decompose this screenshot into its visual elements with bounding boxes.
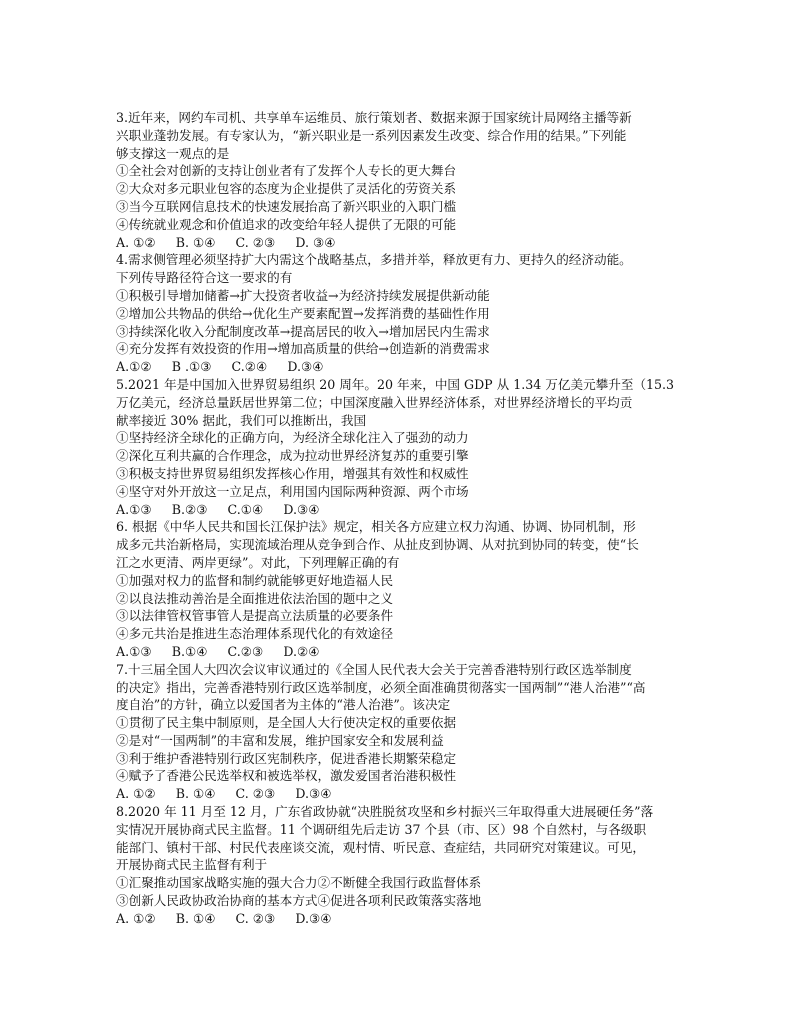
question-item: ①全社会对创新的支持让创业者有了发挥个人专长的更大舞台 — [116, 163, 457, 179]
question-item: ③持续深化收入分配制度改革→提高居民的收入→增加居民内生需求 — [116, 323, 490, 339]
question-8 — [116, 803, 684, 928]
question-stem-line: 江之水更清、两岸更绿”。对此，下列理解正确的有 — [116, 554, 400, 570]
question-item: ③利于维护香港特别行政区宪制秩序，促进香港长期繁荣稳定 — [116, 750, 457, 766]
question-stem-line: 6. 根据《中华人民共和国长江保护法》规定，相关各方应建立权力沟通、协调、协同机制，形 — [116, 519, 636, 535]
question-stem-line: 下列传导路径符合这一要求的有 — [116, 270, 293, 286]
question-item: ②增加公共物品的供给→优化生产要素配置→发挥消费的基础性作用 — [116, 305, 490, 321]
question-stem-line: 5.2021 年是中国加入世界贸易组织 20 周年。20 年来，中国 GDP 从 1.34 万亿美元攀升至（15.3 — [116, 376, 675, 392]
question-item: ④传统就业观念和价值追求的改变给年轻人提供了无限的可能 — [116, 216, 457, 232]
answer-options: A.①② B .①③ C.②④ D.③④ — [116, 359, 324, 375]
question-stem-line: 成多元共治新格局，实现流域治理从竞争到合作、从扯皮到协调、从对抗到协同的转变，使“长 — [116, 537, 639, 553]
question-stem-line: 开展协商式民主监督有利于 — [116, 857, 268, 873]
answer-options: A. ①② B. ①④ C. ②③ D.③④ — [116, 786, 332, 802]
question-stem-line: 万亿美元，经济总量跃居世界第二位；中国深度融入世界经济体系，对世界经济增长的平均贡 — [116, 394, 633, 410]
question-item: ①加强对权力的监督和制约就能够更好地造福人民 — [116, 572, 394, 588]
question-item: ④充分发挥有效投资的作用→增加高质量的供给→创造新的消费需求 — [116, 341, 490, 357]
document-page — [116, 109, 684, 928]
question-item: ①积极引导增加储蓄→扩大投资者收益→为经济持续发展提供新动能 — [116, 287, 490, 303]
question-item: ①贯彻了民主集中制原则，是全国人大行使决定权的重要依据 — [116, 715, 457, 731]
question-item: ①坚持经济全球化的正确方向，为经济全球化注入了强劲的动力 — [116, 430, 469, 446]
question-item: ③以法律管权管事管人是提高立法质量的必要条件 — [116, 608, 394, 624]
question-stem-line: 献率接近 30% 据此，我们可以推断出，我国 — [116, 412, 367, 428]
question-3 — [116, 109, 684, 251]
question-item: ①汇聚推动国家战略实施的强大合力②不断健全我国行政监督体系 — [116, 875, 482, 891]
question-6 — [116, 518, 684, 660]
question-item: ②大众对多元职业包容的态度为企业提供了灵活化的劳资关系 — [116, 181, 457, 197]
question-stem-line: 够支撑这一观点的是 — [116, 145, 230, 161]
question-item: ③积极支持世界贸易组织发挥核心作用，增强其有效性和权威性 — [116, 465, 469, 481]
question-item: ④赋予了香港公民选举权和被选举权，激发爱国者治港积极性 — [116, 768, 457, 784]
question-5 — [116, 376, 684, 518]
question-stem-line: 兴职业蓬勃发展。有专家认为，“新兴职业是一系列因素发生改变、综合作用的结果。”下列能 — [116, 127, 627, 143]
question-7 — [116, 661, 684, 803]
question-item: ④多元共治是推进生态治理体系现代化的有效途径 — [116, 626, 394, 642]
question-stem-line: 8.2020 年 11 月至 12 月，广东省政协就“决胜脱贫攻坚和乡村振兴三年取得重大进展硬任务”落 — [116, 804, 654, 820]
question-stem-line: 3.近年来，网约车司机、共享单车运维员、旅行策划者、数据来源于国家统计局网络主播等新 — [116, 110, 632, 125]
answer-options: A. ①② B. ①④ C. ②③ D. ③④ — [116, 234, 336, 250]
question-item: ③创新人民政协政治协商的基本方式④促进各项利民政策落实落地 — [116, 893, 482, 909]
question-stem-line: 实情况开展协商式民主监督。11 个调研组先后走访 37 个县（市、区）98 个自然村，与各级职 — [116, 821, 647, 837]
question-item: ②深化互利共赢的合作理念，成为拉动世界经济复苏的重要引擎 — [116, 448, 469, 464]
answer-options: A.①③ B.①④ C.②③ D.②④ — [116, 643, 320, 659]
answer-options: A. ①② B. ①④ C. ②③ D.③④ — [116, 910, 332, 926]
question-item: ③当今互联网信息技术的快速发展抬高了新兴职业的入职门槛 — [116, 198, 457, 214]
question-4 — [116, 251, 684, 376]
question-stem-line: 的决定》指出，完善香港特别行政区选举制度，必须全面准确贯彻落实一国两制”“港人治港”“高 — [116, 679, 646, 695]
answer-options: A.①③ B.②③ C.①④ D.③④ — [116, 501, 320, 517]
question-stem-line: 7.十三届全国人大四次会议审议通过的《全国人民代表大会关于完善香港特别行政区选举制度 — [116, 661, 632, 677]
question-item: ④坚守对外开放这一立足点，利用国内国际两种资源、两个市场 — [116, 483, 469, 499]
question-item: ②是对“一国两制”的丰富和发展，维护国家安全和发展利益 — [116, 732, 444, 748]
question-stem-line: 4.需求侧管理必须坚持扩大内需这个战略基点，多措并举，释放更有力、更持久的经济动能。 — [116, 252, 632, 268]
question-stem-line: 度自治”的方针，确立以爱国者为主体的“港人治港”。该决定 — [116, 697, 451, 713]
question-stem-line: 能部门、镇村干部、村民代表座谈交流，观村情、听民意、查症结，共同研究对策建议。可见， — [116, 839, 645, 855]
question-item: ②以良法推动善治是全面推进依法治国的题中之义 — [116, 590, 394, 606]
